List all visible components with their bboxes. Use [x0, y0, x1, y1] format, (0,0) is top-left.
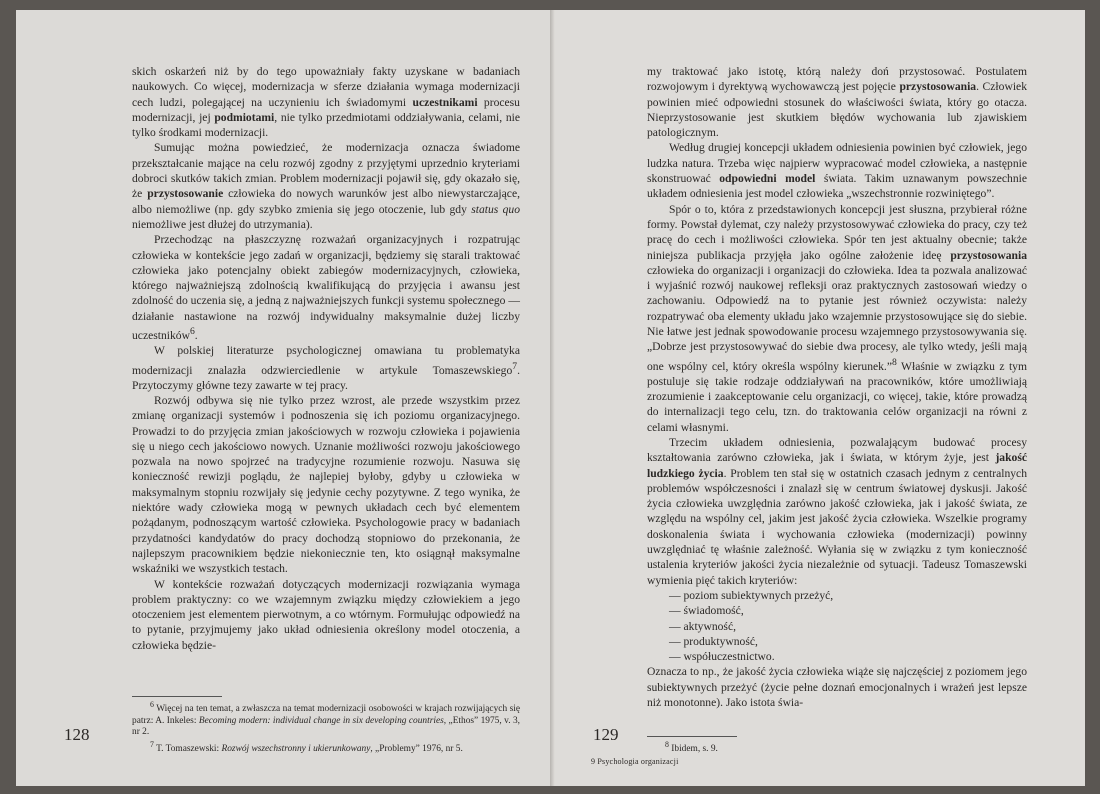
criteria-item: — współuczestnictwo.	[669, 649, 1027, 664]
paragraph: Sumując można powiedzieć, że modernizacja oznacza świadome przekształcanie mające na celu rozwój zgodny z przyjętymi uprzednio kryteriami dobroci skutków takich zmian. Problem modernizacji pojawił się, gdy okazało się, że przystosowanie człowieka do nowych warunków jest albo niewystarczające, albo niemożliwe (np. gdy szybko zmienia się jego otoczenie, lub gdy status quo niemożliwe jest dłużej do utrzymania).	[132, 141, 520, 231]
paragraph: W polskiej literaturze psychologicznej omawiana tu problematyka modernizacji znalazła odzwierciedlenie w artykule Tomaszewskiego$^7$. Przytoczymy główne tezy zawarte w tej pracy.	[132, 344, 520, 392]
criteria-list	[647, 588, 1027, 664]
left-page-body	[132, 64, 520, 653]
right-paragraphs-a	[647, 64, 1027, 588]
footnote: $^6$ Więcej na ten temat, a zwłaszcza na temat modernizacji osobowości w krajach rozwijających się patrz: A. Inkeles: Becoming modern: individual change in six developing countries, „Ethos” 1975, v. 3, nr 2.	[132, 700, 520, 738]
right-page	[555, 10, 1085, 786]
footnote: $^7$ T. Tomaszewski: Rozwój wszechstronny i ukierunkowany, „Problemy” 1976, nr 5.	[150, 739, 463, 755]
paragraph: Przechodząc na płaszczyznę rozważań organizacyjnych i rozpatrując człowieka w kontekście jego zadań w organizacji, będziemy się starali traktować człowieka jako potencjalny obiekt zabiegów modernizacyjnych, człowieka, którego najważniejszą zdolnością kwalifikującą do przyjęcia i awansu jest zdolność do uczenia się, a jedną z najważniejszych funkcji systemu społecznego — działanie nastawione na rozwój indywidualny maksymalnie dużej liczby uczestników$^6$.	[132, 233, 520, 342]
left-page	[16, 10, 553, 786]
criteria-item: — produktywność,	[669, 634, 1027, 649]
page-number-right: 129	[593, 725, 619, 744]
paragraph: my traktować jako istotę, którą należy doń przystosować. Postulatem rozwojowym i dyrektywą wychowawczą jest pojęcie przystosowania. Człowiek powinien mieć odpowiedni stosunek do właściwości świata, który go otacza. Nieprzystosowanie jest skutkiem błędów wychowania lub zjawiskiem patologicznym.	[647, 65, 1027, 140]
footnote-rule	[647, 736, 737, 737]
criteria-item: — świadomość,	[669, 603, 1027, 618]
paragraph: Spór o to, która z przedstawionych koncepcji jest słuszna, przybierał różne formy. Powstał dylemat, czy należy przystosowywać człowieka do pracy, czy też pracę do cech i możliwości człowieka. Spór ten jest aktualny obecnie; także niniejsza publikacja przyjęła jako ogólne założenie ideę przystosowania człowieka do organizacji i organizacji do człowieka. Idea ta pozwala analizować i wyjaśnić rozwój naukowej refleksji oraz praktycznych zastosowań wiedzy o zachowaniu. Odpowiedź na to pytanie jest również oczywista: należy rozpatrywać oba elementy układu jako wzajemnie przystosowujące się do siebie. Nie łatwe jest jednak spowodowanie procesu wzajemnego przystosowywania się. „Dobrze jest przystosowywać do siebie dwa procesy, ale tylko wtedy, jeśli mają one wspólny cel, który określa wspólny kierunek.”$^8$ Właśnie w związku z tym postuluje się takie rodzaje oddziaływań na pracowników, które umożliwiają zrozumienie i zaakceptowanie celu organizacji, co więcej, takie, które prowadzą do internalizacji tego celu, tzn. do traktowania celów organizacji na równi z celami własnymi.	[647, 202, 1028, 434]
footnote-rule	[132, 696, 222, 697]
paragraph: Trzecim układem odniesienia, pozwalającym budować procesy kształtowania zarówno człowieka, jak i świata, w którym żyje, jest jakość ludzkiego życia. Problem ten stał się w ostatnich czasach jednym z centralnych problemów współczesności i znalazł się w centrum światowej dyskusji. Jakość życia człowieka uwzględnia zarówno jakość człowieka, jak i jakość świata, ze względu na wspólny cel, jakim jest jakość życia człowieka. Wszelkie programy doskonalenia świata i wychowania człowieka (modernizacji) powinny uwzględniać tę właśnie zależność. Wyłania się w związku z tym konieczność ustalenia kryteriów jakości życia niezależnie od sytuacji. Tadeusz Tomaszewski wymienia pięć takich kryteriów:	[647, 435, 1027, 587]
right-paragraphs-b	[647, 664, 1027, 710]
paragraph: Według drugiej koncepcji układem odniesienia powinien być człowiek, jego ludzka natura. Trzeba więc najpierw wypracować model człowieka, a następnie skonstruować odpowiedni model świata. Takim uznawanym powszechnie układem odniesienia jest model człowieka „wszechstronnie rozwiniętego”.	[647, 141, 1028, 201]
left-footnotes	[132, 699, 520, 756]
paragraph: W kontekście rozważań dotyczących modernizacji rozwiązania wymaga problem praktyczny: co we wzajemnym związku między człowiekiem a jego otoczeniem jest elementem pierwotnym, a co wtórnym. Formułując odpowiedź na to pytanie, przyjmujemy jako układ odniesienia określony model otoczenia, a człowieka będzie-	[132, 577, 520, 652]
criteria-item: — aktywność,	[669, 619, 1027, 634]
right-page-body	[647, 64, 1027, 710]
paragraph: skich oskarżeń niż by do tego upoważniały fakty uzyskane w badaniach naukowych. Co więcej, modernizacja w sferze działania wymaga modernizacji cech ludzi, polegającej na uczynieniu ich świadomymi uczestnikami procesu modernizacji, jej podmiotami, nie tylko przedmiotami oddziaływania, celami, nie tylko środkami modernizacji.	[132, 65, 520, 140]
footnote: $^8$ Ibidem, s. 9.	[665, 740, 718, 755]
page-number-left: 128	[64, 725, 90, 744]
signature-mark: 9 Psychologia organizacji	[591, 757, 679, 766]
paragraph: Rozwój odbywa się nie tylko przez wzrost, ale przede wszystkim przez zmianę organizacji systemów i podnoszenia się ich poziomu organizacyjnego. Prowadzi to do przyjęcia zmian jakościowych w rozwoju człowieka i pojawienia się u niego cech jakościowo nowych. Uznanie możliwości rozwoju jakościowego pozwala na nowo spojrzeć na tradycyjne rozumienie rozwoju. Nasuwa się konieczność rewizji poglądu, że najlepiej byłoby, gdyby u człowieka w maksymalnym stopniu rozwijały się jedynie cechy pozytywne. Z tego wynika, że niektóre wady człowieka mogą w pewnych układach cech być elementem pożądanym, podnoszącym wartość człowieka. Psychologowie pracy w badaniach przydatności kandydatów do pracy dochodzą stopniowo do przekonania, że najlepszym pracownikiem będzie niekoniecznie ten, kto osiągnął maksymalne wskaźniki we wszystkich testach.	[132, 393, 520, 576]
right-footnotes	[647, 739, 1027, 756]
criteria-item: — poziom subiektywnych przeżyć,	[669, 588, 1027, 603]
paragraph: Oznacza to np., że jakość życia człowieka wiąże się najczęściej z poziomem jego subiektywnych przeżyć (życie pełne doznań emocjonalnych i wrażeń jest lepsze niż monotonne). Jako istota świa-	[647, 665, 1027, 710]
